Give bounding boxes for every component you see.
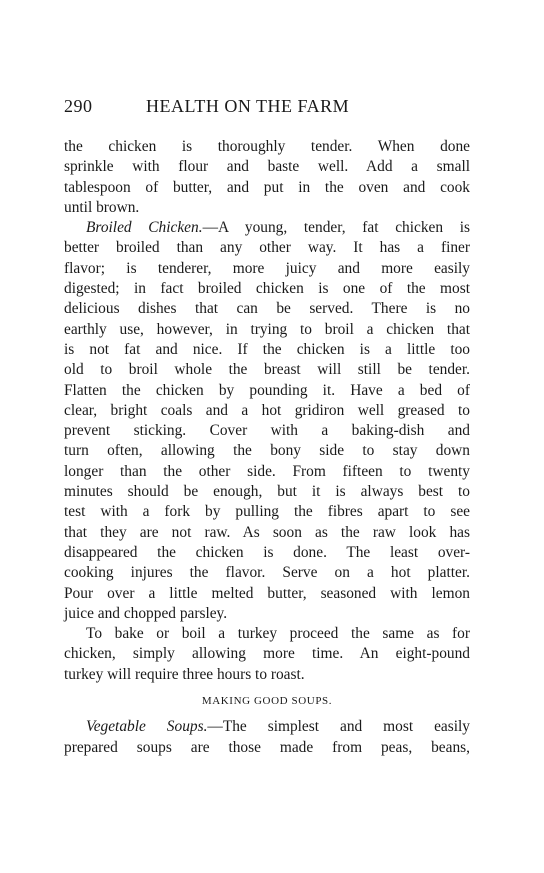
text-line: flavor; is tenderer, more juicy and more easily [64, 259, 470, 277]
text-line: until brown. [64, 198, 140, 216]
text-line: Pour over a little melted butter, seasoned with lemon [64, 584, 470, 602]
text-line: To bake or boil a turkey proceed the same as for [86, 625, 470, 643]
text-line: minutes should be enough, but it is always best to [64, 483, 470, 501]
text-line: earthly use, however, in trying to broil a chicken that [64, 320, 470, 338]
subheading-italic: Broiled Chicken. [86, 219, 203, 237]
text-line: tablespoon of butter, and put in the oven and cook [64, 178, 470, 196]
text-line: old to broil whole the breast will still be tender. [64, 361, 470, 379]
text-line: that they are not raw. As soon as the raw look has [64, 523, 470, 541]
text-line: digested; in fact broiled chicken is one of the most [64, 280, 470, 298]
text-line: Flatten the chicken by pounding it. Have a bed of [64, 381, 470, 399]
text-line [64, 218, 470, 238]
text-line: test with a fork by pulling the fibres apart to see [64, 503, 470, 521]
text-line: sprinkle with flour and baste well. Add a small [64, 158, 470, 176]
text-line: chicken, simply allowing more time. An eight-pound [64, 645, 470, 663]
text-line: the chicken is thoroughly tender. When done [64, 138, 470, 155]
text-run: —The simplest and most easily [207, 718, 470, 736]
subheading-italic: Vegetable Soups. [86, 718, 208, 736]
text-line [64, 717, 470, 737]
text-line: prevent sticking. Cover with a baking-dish and [64, 422, 470, 440]
text-line: cooking injures the flavor. Serve on a hot platter. [64, 564, 470, 582]
page-number: 290 [64, 96, 93, 116]
text-line: delicious dishes that can be served. There is no [64, 300, 470, 318]
text-line: disappeared the chicken is done. The least over- [64, 543, 470, 561]
text-line: juice and chopped parsley. [64, 604, 228, 622]
text-line: turn often, allowing the bony side to stay down [64, 442, 470, 460]
section-heading: MAKING GOOD SOUPS. [201, 695, 333, 708]
page-header [64, 96, 474, 120]
text-line: turkey will require three hours to roast. [64, 665, 305, 683]
text-line: is not fat and nice. If the chicken is a little too [64, 340, 470, 358]
text-line: prepared soups are those made from peas, beans, [64, 738, 470, 756]
text-line: longer than the other side. From fifteen to twenty [64, 462, 470, 480]
text-line: better broiled than any other way. It has a finer [64, 239, 470, 257]
text-line: clear, bright coals and a hot gridiron well greased to [64, 401, 470, 419]
running-head: HEALTH ON THE FARM [146, 96, 350, 116]
body-text [64, 137, 470, 758]
text-run: —A young, tender, fat chicken is [202, 219, 470, 237]
